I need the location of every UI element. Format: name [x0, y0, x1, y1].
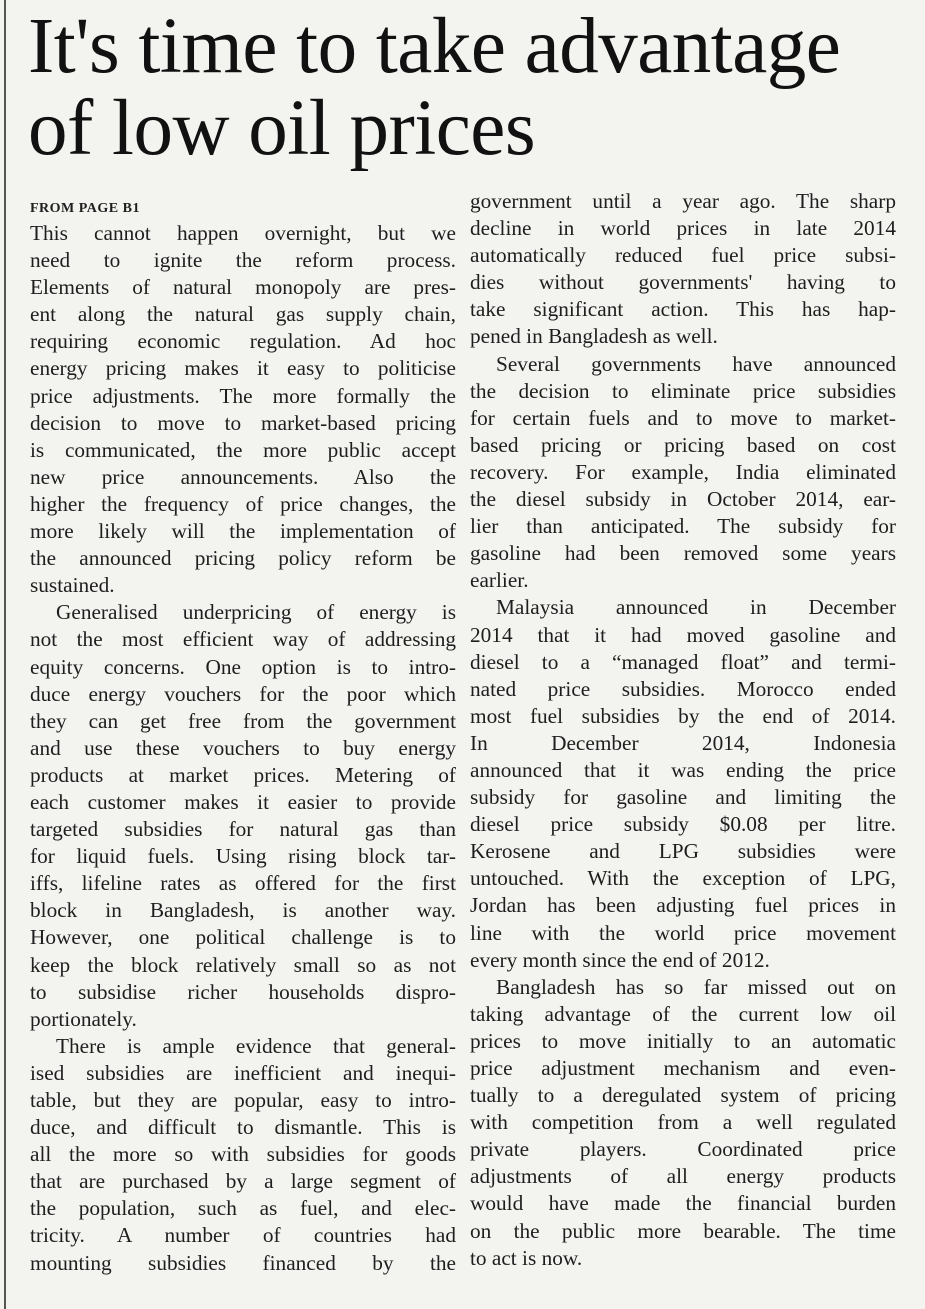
text-line: Jordan has been adjusting fuel prices in — [470, 893, 896, 918]
text-line: Generalised underpricing of energy is — [56, 600, 456, 625]
text-line: requiring economic regulation. Ad hoc — [30, 329, 456, 354]
text-line: all the more so with subsidies for goods — [30, 1142, 456, 1167]
text-line: lier than anticipated. The subsidy for — [470, 514, 896, 539]
text-line: to act is now. — [470, 1245, 583, 1270]
text-line: diesel to a “managed float” and termi- — [470, 649, 896, 674]
text-line: However, one political challenge is to — [30, 925, 456, 950]
paragraph — [470, 594, 896, 973]
text-line: products at market prices. Metering of — [30, 762, 456, 787]
text-line: There is ample evidence that general- — [56, 1033, 456, 1058]
text-line: targeted subsidies for natural gas than — [30, 817, 456, 842]
text-line: decline in world prices in late 2014 — [470, 216, 896, 241]
text-line: Malaysia announced in December — [496, 595, 896, 620]
text-line: higher the frequency of price changes, the — [30, 491, 456, 516]
text-line: line with the world price movement — [470, 920, 896, 945]
text-line: the population, such as fuel, and elec- — [30, 1196, 456, 1221]
text-line: duce energy vouchers for the poor which — [30, 681, 456, 706]
text-line: equity concerns. One option is to intro- — [30, 654, 456, 679]
text-line: automatically reduced fuel price subsi- — [470, 243, 896, 268]
text-line: and use these vouchers to buy energy — [30, 735, 456, 760]
text-line: take significant action. This has hap- — [470, 297, 896, 322]
text-line: taking advantage of the current low oil — [470, 1001, 896, 1026]
text-line: is communicated, the more public accept — [30, 437, 456, 462]
text-line: gasoline had been removed some years — [470, 541, 896, 566]
text-line: diesel price subsidy $0.08 per litre. — [470, 812, 896, 837]
text-line: dies without governments' having to — [470, 270, 896, 295]
text-line: decision to move to market-based pricing — [30, 410, 456, 435]
text-line: tually to a deregulated system of pricing — [470, 1083, 896, 1108]
text-line: This cannot happen overnight, but we — [30, 221, 456, 245]
text-line: for certain fuels and to move to market- — [470, 405, 896, 430]
text-line: ent along the natural gas supply chain, — [30, 302, 456, 327]
text-line: nated price subsidies. Morocco ended — [470, 676, 896, 701]
paragraph — [470, 188, 896, 351]
text-line: duce, and difficult to dismantle. This is — [30, 1115, 456, 1140]
text-line: prices to move initially to an automatic — [470, 1028, 896, 1053]
text-line: energy pricing makes it easy to politicise — [30, 356, 456, 381]
jump-line: FROM PAGE B1 — [30, 201, 140, 216]
article-column-right — [470, 188, 896, 1272]
text-line: tricity. A number of countries had — [30, 1223, 456, 1248]
text-line: mounting subsidies financed by the — [30, 1250, 456, 1275]
paragraph — [30, 220, 456, 599]
text-line: for liquid fuels. Using rising block tar- — [30, 844, 456, 869]
text-line: new price announcements. Also the — [30, 464, 456, 489]
text-line: iffs, lifeline rates as offered for the first — [30, 871, 456, 896]
headline-line: It's time to take advantage — [28, 3, 841, 90]
text-line: need to ignite the reform process. — [30, 248, 456, 273]
text-line: table, but they are popular, easy to intro- — [30, 1088, 456, 1112]
paragraph — [30, 599, 456, 1033]
text-line: every month since the end of 2012. — [470, 947, 770, 972]
text-line: the announced pricing policy reform be — [30, 546, 456, 571]
article-column-left — [30, 198, 456, 1277]
text-line: keep the block relatively small so as not — [30, 952, 456, 977]
text-line: earlier. — [470, 568, 529, 593]
clipping-edge-rule — [4, 0, 6, 1309]
text-line: untouched. With the exception of LPG, — [470, 866, 896, 891]
text-line: Kerosene and LPG subsidies were — [470, 839, 896, 864]
text-line: pened in Bangladesh as well. — [470, 324, 718, 349]
text-line: would have made the financial burden — [470, 1191, 896, 1216]
text-line: private players. Coordinated price — [470, 1137, 896, 1162]
text-line: on the public more bearable. The time — [470, 1218, 896, 1243]
headline — [28, 3, 908, 172]
text-line: the decision to eliminate price subsidies — [470, 378, 896, 403]
text-line: with competition from a well regulated — [470, 1110, 896, 1135]
text-line: to subsidise richer households dispro- — [30, 979, 456, 1004]
text-line: they can get free from the government — [30, 708, 456, 733]
paragraph — [30, 1033, 456, 1277]
text-line: government until a year ago. The sharp — [470, 189, 896, 213]
text-line: adjustments of all energy products — [470, 1164, 896, 1189]
text-line: subsidy for gasoline and limiting the — [470, 785, 896, 810]
text-line: Bangladesh has so far missed out on — [496, 974, 896, 999]
text-line: announced that it was ending the price — [470, 757, 896, 782]
headline-line: of low oil prices — [28, 85, 536, 172]
text-line: more likely will the implementation of — [30, 519, 456, 544]
text-line: sustained. — [30, 573, 115, 598]
text-line: block in Bangladesh, is another way. — [30, 898, 456, 923]
paragraph — [470, 351, 896, 595]
text-line: In December 2014, Indonesia — [470, 730, 896, 755]
text-line: price adjustments. The more formally the — [30, 383, 456, 408]
text-line: the diesel subsidy in October 2014, ear- — [470, 487, 896, 512]
text-line: based pricing or pricing based on cost — [470, 432, 896, 457]
text-line: Elements of natural monopoly are pres- — [30, 275, 456, 300]
text-line: portionately. — [30, 1006, 137, 1031]
text-line: 2014 that it had moved gasoline and — [470, 622, 896, 647]
text-line: Several governments have announced — [496, 351, 896, 376]
text-line: ised subsidies are inefficient and inequi- — [30, 1060, 456, 1085]
text-line: price adjustment mechanism and even- — [470, 1056, 896, 1080]
text-line: not the most efficient way of addressing — [30, 627, 456, 652]
paragraph — [470, 974, 896, 1272]
text-line: most fuel subsidies by the end of 2014. — [470, 703, 896, 728]
text-line: that are purchased by a large segment of — [30, 1169, 456, 1194]
text-line: recovery. For example, India eliminated — [470, 459, 896, 484]
text-line: each customer makes it easier to provide — [30, 789, 456, 814]
